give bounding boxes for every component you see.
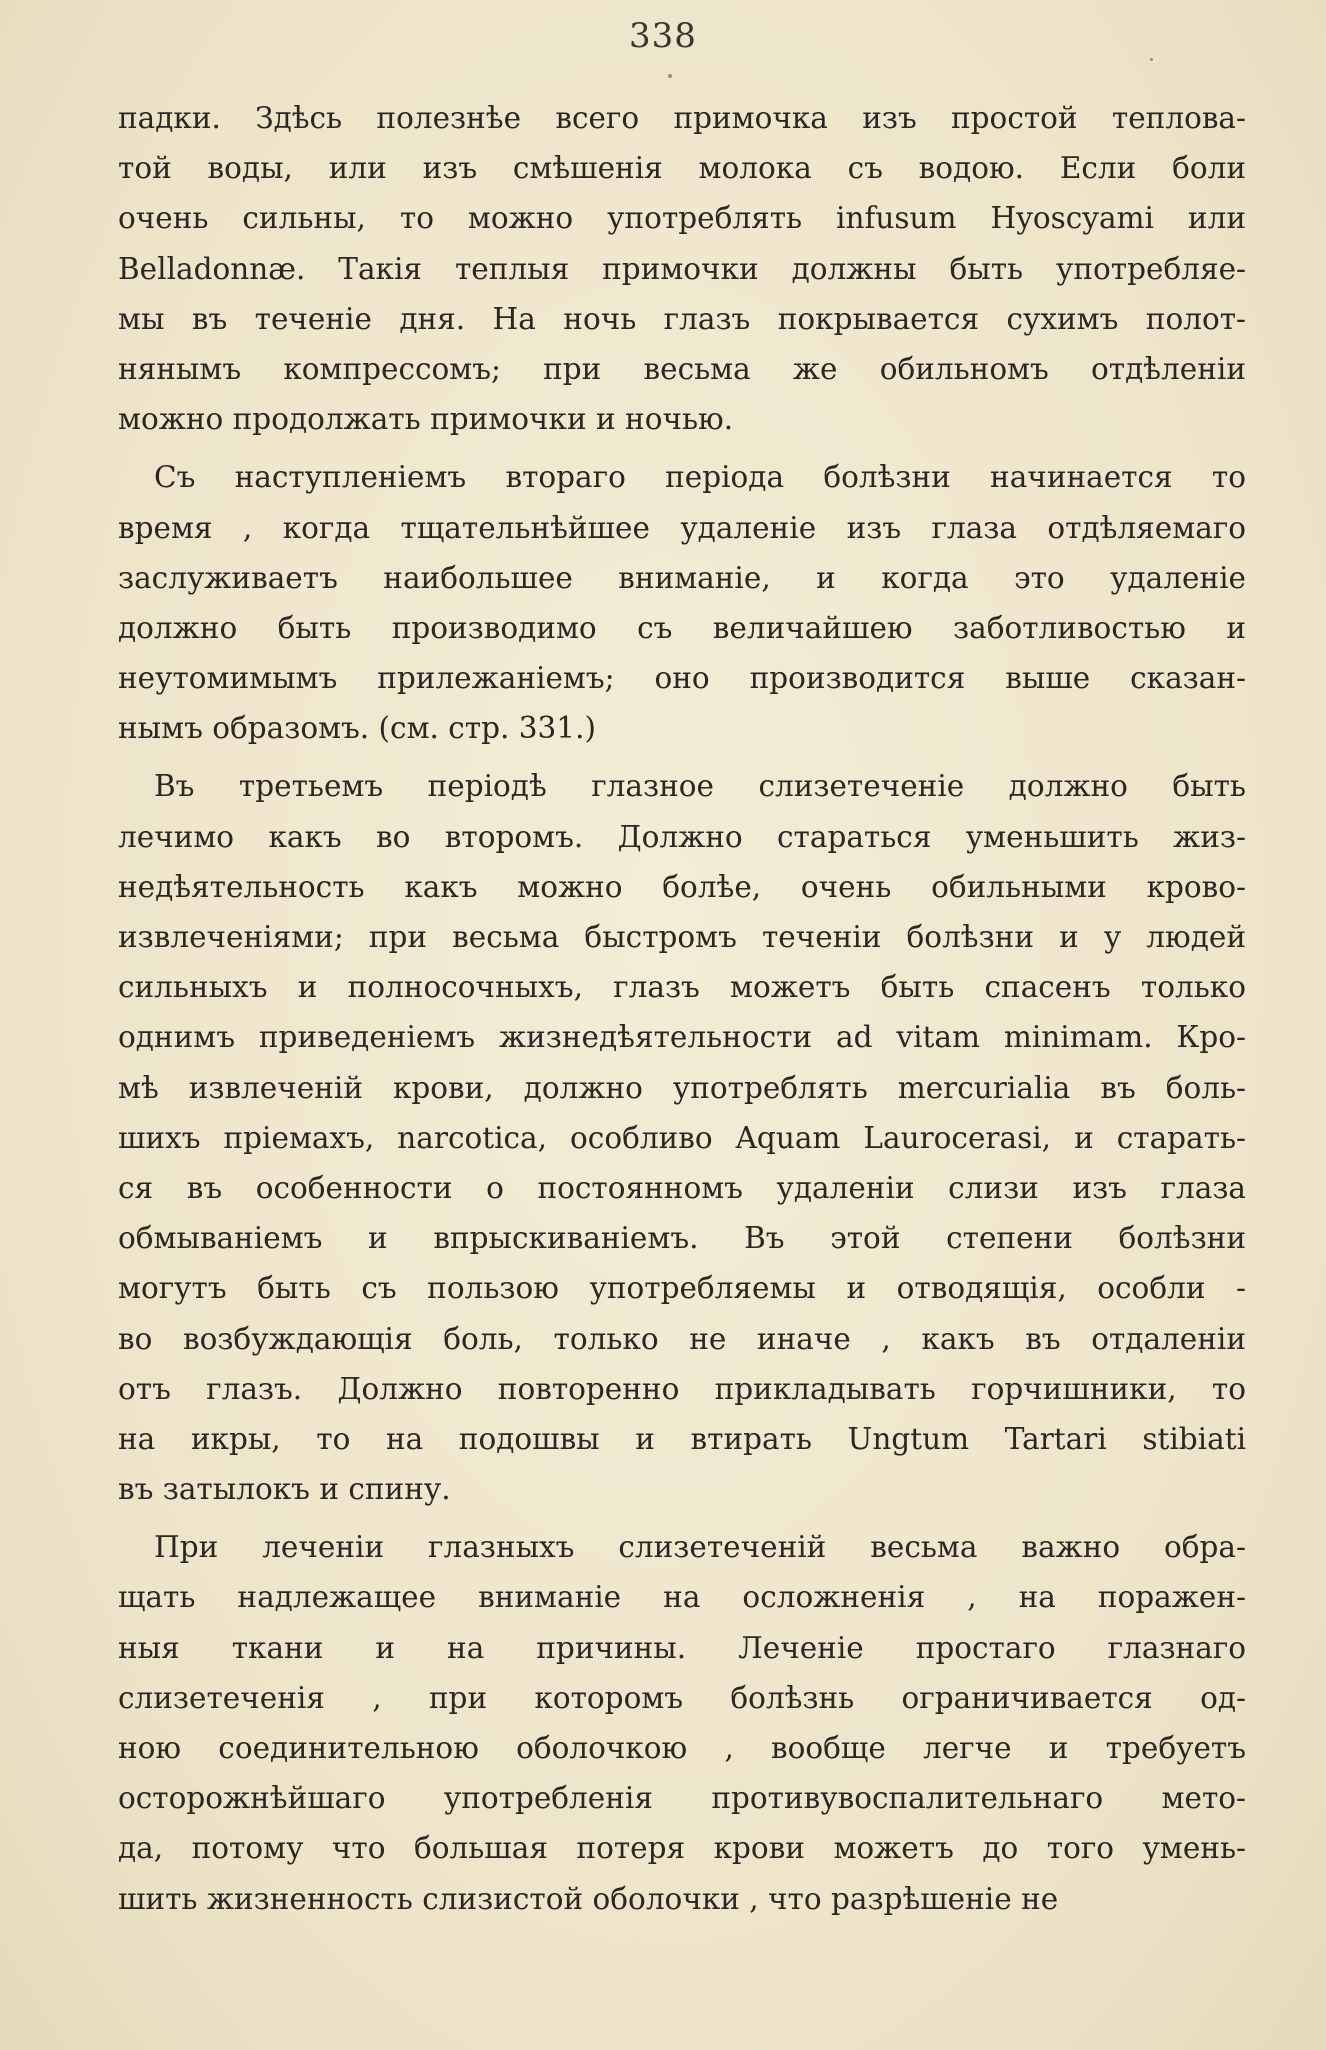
text-line: очень сильны, то можно употреблять infusum Hyoscyami или bbox=[118, 201, 1246, 236]
text-line: на икры, то на подошвы и втирать Ungtum Tartari stibiati bbox=[118, 1421, 1246, 1456]
text-line: ся въ особенности о постоянномъ удаленіи слизи изъ глаза bbox=[118, 1170, 1246, 1205]
text-line: во возбуждающія боль, только не иначе , какъ въ отдаленіи bbox=[118, 1321, 1246, 1356]
text-line: падки. Здѣсь полезнѣе всего примочка изъ простой теплова- bbox=[118, 101, 1246, 135]
text-line: можно продолжать примочки и ночью. bbox=[118, 402, 734, 437]
text-line: недѣятельность какъ можно болѣе, очень обильными крово- bbox=[118, 869, 1246, 904]
text-line: шить жизненность слизистой оболочки , что разрѣшеніе не bbox=[118, 1881, 1059, 1916]
text-line: нымъ образомъ. (см. стр. 331.) bbox=[118, 711, 596, 746]
paragraph bbox=[118, 93, 1246, 444]
text-line: время , когда тщательнѣйшее удаленіе изъ глаза отдѣляемаго bbox=[118, 510, 1246, 545]
text-line: извлеченіями; при весьма быстромъ теченіи болѣзни и у людей bbox=[118, 920, 1246, 954]
text-line: При леченіи глазныхъ слизетеченій весьма важно обра- bbox=[154, 1530, 1246, 1565]
text-line: обмываніемъ и впрыскиваніемъ. Въ этой степени болѣзни bbox=[118, 1221, 1246, 1256]
paragraph-gap bbox=[118, 753, 1246, 761]
text-line: неутомимымъ прилежаніемъ; оно производится выше сказан- bbox=[118, 661, 1246, 696]
text-line: той воды, или изъ смѣшенія молока съ водою. Если боли bbox=[118, 151, 1246, 186]
text-line: Въ третьемъ періодѣ глазное слизетеченіе должно быть bbox=[154, 769, 1246, 804]
text-line: слизетеченія , при которомъ болѣзнь ограничивается од- bbox=[118, 1680, 1246, 1715]
text-line: ныя ткани и на причины. Леченіе простаго глазнаго bbox=[118, 1630, 1246, 1665]
text-line: мѣ извлеченій крови, должно употреблять mercurialia въ боль- bbox=[118, 1070, 1246, 1105]
print-speck bbox=[668, 74, 672, 78]
page-number: 338 bbox=[629, 16, 697, 56]
text-line: ною соединительною оболочкою , вообще легче и требуетъ bbox=[118, 1731, 1246, 1765]
text-line: заслуживаетъ наибольшее вниманіе, и когда это удаленіе bbox=[118, 560, 1246, 595]
text-line: лечимо какъ во второмъ. Должно стараться уменьшить жиз- bbox=[118, 819, 1246, 854]
text-line: однимъ приведеніемъ жизнедѣятельности ad vitam minimam. Кро- bbox=[118, 1020, 1246, 1055]
paragraph bbox=[118, 1514, 1246, 1924]
text-line: отъ глазъ. Должно повторенно прикладывать горчишники, то bbox=[118, 1371, 1246, 1406]
text-line: мы въ теченіе дня. На ночь глазъ покрывается сухимъ полот- bbox=[118, 301, 1246, 336]
text-line: да, потому что большая потеря крови можетъ до того умень- bbox=[118, 1831, 1246, 1866]
text-line: сильныхъ и полносочныхъ, глазъ можетъ быть спасенъ только bbox=[118, 970, 1246, 1005]
paragraph-gap bbox=[118, 444, 1246, 452]
text-line: осторожнѣйшаго употребленія противувоспалительнаго мето- bbox=[118, 1781, 1246, 1816]
text-line: Съ наступленіемъ втораго періода болѣзни начинается то bbox=[154, 460, 1246, 495]
text-line: щать надлежащее вниманіе на осложненія , на поражен- bbox=[118, 1580, 1246, 1615]
body-text bbox=[118, 93, 1246, 1924]
text-line: шихъ пріемахъ, narcotica, особливо Aquam Laurocerasi, и старать- bbox=[118, 1120, 1246, 1155]
text-line: Belladonnæ. Такія теплыя примочки должны быть употребляе- bbox=[118, 251, 1246, 286]
paragraph bbox=[118, 444, 1246, 753]
text-line: могутъ быть съ пользою употребляемы и отводящія, особли - bbox=[118, 1271, 1246, 1306]
paragraph bbox=[118, 753, 1246, 1514]
text-line: въ затылокъ и спину. bbox=[118, 1472, 451, 1507]
print-speck bbox=[1150, 58, 1153, 61]
text-line: нянымъ компрессомъ; при весьма же обильномъ отдѣленіи bbox=[118, 351, 1246, 386]
paragraph-gap bbox=[118, 1514, 1246, 1522]
text-line: должно быть производимо съ величайшею заботливостью и bbox=[118, 610, 1246, 645]
